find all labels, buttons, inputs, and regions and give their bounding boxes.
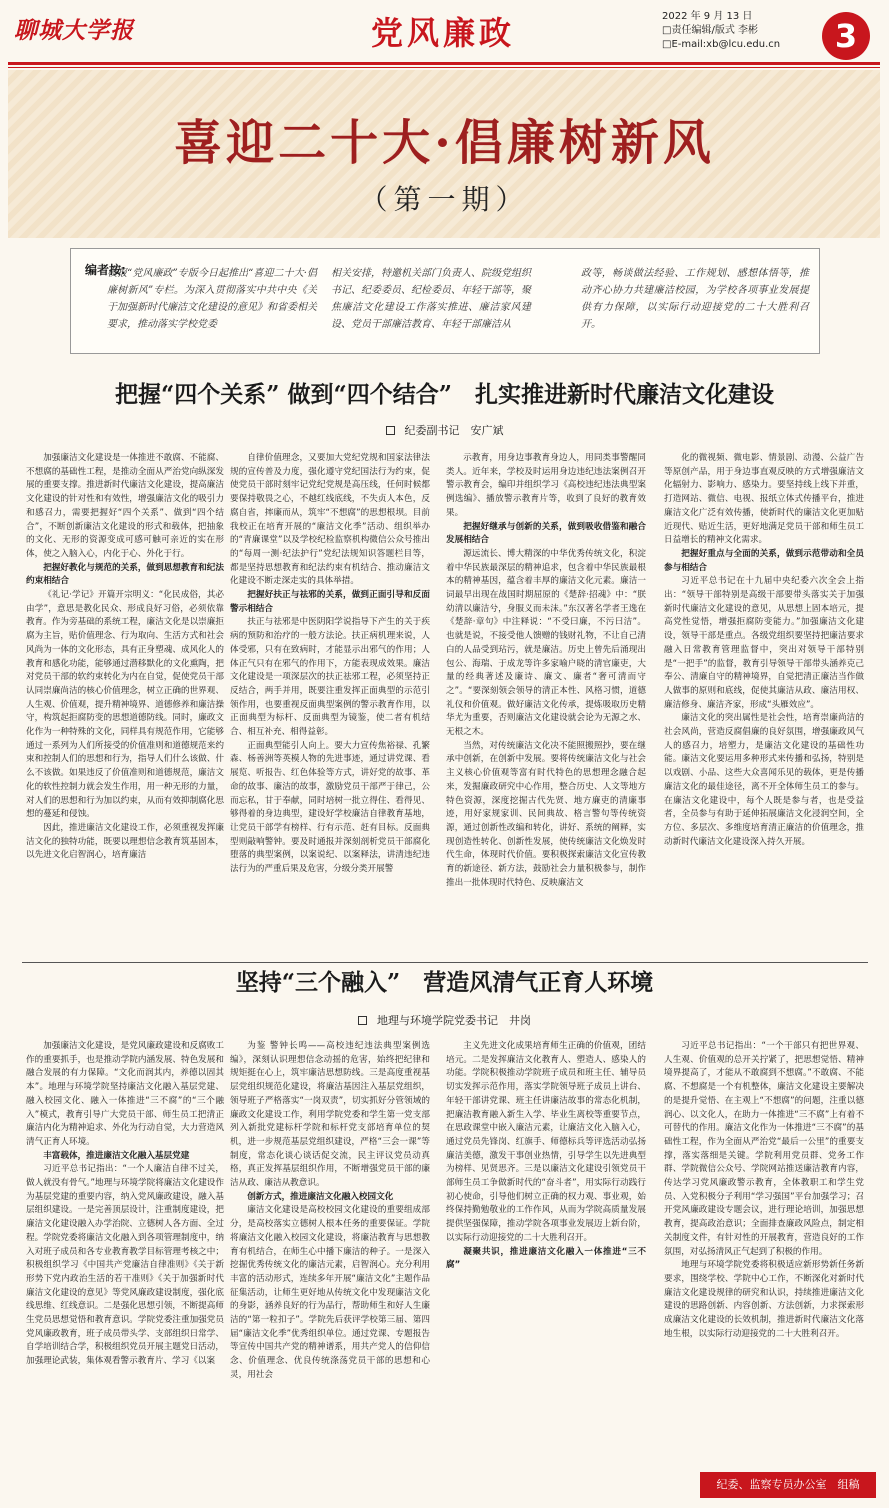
article1-col-1: 加强廉洁文化建设是一体推进不敢腐、不能腐、不想腐的基础性工程，是推动全面从严治党向纵深发展的重要支撑。推进新时代廉洁文化建设，提高廉洁文化建设的针对性和有效性，增强廉洁文化的吸引力和感召力，需要把握好“四个关系”、做到“四个结合”，不断创新廉洁文化建设的形式和载体，把抽象的文化、无形的资源变成可感可触可亲近的实在形体，使之入脑入心，内化于心、外化于行。 把握好教化与规范的关系，做到思想教育和纪法约束相结合 《礼记·学记》开篇开宗明义：“化民成俗，其必由学”，意思是教化民众、形成良好习俗，必须依靠教育。作为旁基础的系统工程，廉洁文化是以崇廉拒腐为主旨，贴价值理念、行为取向、生活方式和社会风尚为一体的文化形态，具有正身塑魂、成风化人的教育和感化功能，能够通过潜移默化的文化熏陶，把对党员干部的软约束转化为内在自觉，促使党员干部认同崇廉尚洁的核心价值理念，树立正确的世界观、人生观、价值观，提升精神境界、道德修养和廉洁操守，构筑起拒腐防变的思想道德防线。同时，廉政文化作为一种特殊的文化，同样具有规范作用，它能够通过一系列为人们所接受的价值准则和道德规范来约束和控制人们的思想和行为，指导人们什么该做、什么不该做。如果违反了价值准则和道德规范，廉洁文化的软性控制力就会发生作用，用一种无形的力量，对人们的思想和行为加以约束，从而有效抑制腐化思想的蔓延和侵蚀。 因此，推进廉洁文化建设工作，必须重视发挥廉洁文化的独特功能，既要以理想信念教育筑基固本，以先进文化启智润心，培育廉洁 bbox=[26, 453, 224, 861]
footer-credit: 纪委、监察专员办公室 组稿 bbox=[700, 1472, 876, 1498]
byline-square-icon bbox=[386, 426, 395, 435]
issue-date: 2022 年 9 月 13 日 bbox=[662, 11, 753, 22]
contact-email: □E-mail:xb@lcu.edu.cn bbox=[662, 39, 781, 50]
article2-col-1: 加强廉洁文化建设，是党风廉政建设和反腐败工作的重要抓手，也是推动学院内涵发展、特色发展和融合发展的有力保障。“文化而润其内，养德以固其本”。地理与环境学院坚持廉洁文化融入基层党建、融入校园文化、融入一体推进“三不腐”的“三个融入”模式，教育引导广大党员干部、师生员工把清正廉洁内化为精神追求、外化为行动自觉，大力营造风清气正育人环境。 丰富载体，推进廉洁文化融入基层党建 习近平总书记指出：“一个人廉洁自律不过关，做人就没有骨气。”地理与环境学院将廉洁文化建设作为基层党建的重要内容，纳入党风廉政建设，融入基层组织建设。一是完善顶层设计，注重制度建设，把廉洁文化建设融入办学治院、立德树人各方面、全过程。学院党委将廉洁文化融入到各项管理制度中，纳入对班子成员和各专业教育教学目标管理考核之中；积极组织学习《中国共产党廉洁自律准则》《关于新形势下党内政治生活的若干准则》《关于加强新时代廉洁文化建设的意见》等党风廉政建设制度，强化底线思维、红线意识。二是强化思想引领，不断提高师生党员思想觉悟和教育意识。学院党委注重加强党员党风廉政教育，班子成员带头学、支部组织日常学、自学培训结合学，积极组织党员开展主题党日活动，加强理论武装，集体观看警示教育片、学习《以案 bbox=[26, 1041, 224, 1367]
editor-note bbox=[70, 248, 820, 354]
article2-headline: 坚持“三个融入” 营造风清气正育人环境 bbox=[235, 969, 654, 996]
article-divider bbox=[22, 962, 868, 963]
article2-byline: 地理与环境学院党委书记 井岗 bbox=[0, 1012, 889, 1028]
editor-note-col-2: 相关安排，特邀机关部门负责人、院级党组织书记、纪委委员、纪检委员、年轻干部等，聚焦廉洁文化建设工作落实推进、廉洁家风建设、党员干部廉洁教育、年轻干部廉洁从 bbox=[331, 268, 531, 330]
editor-note-col-3: 政等，畅谈做法经验、工作规划、感想体悟等，推动齐心协力共建廉洁校园，为学校各项事业发展提供有力保障，以实际行动迎接党的二十大胜利召开。 bbox=[581, 268, 809, 330]
editor-note-label: 编者按: bbox=[85, 263, 126, 277]
editor-note-col-1: 校报“党风廉政”专版今日起推出“喜迎二十大·倡廉树新风”专栏。为深入贯彻落实中共中央《关于加强新时代廉洁文化建设的意见》和省委相关要求，推动落实学校党委 bbox=[107, 268, 317, 330]
article2-col-4: 习近平总书记指出：“一个干部只有把世界观、人生观、价值观的总开关拧紧了，把思想觉悟、精神境界提高了，才能从不敢腐到不想腐。”不敢腐、不能腐、不想腐是一个有机整体，廉洁文化建设主要解决的是提升觉悟、在主观上“不想腐”的问题，注重以德润心、以文化人，在助力一体推进“三不腐”上有着不可替代的作用。廉洁文化作为一体推进“三不腐”的基础性工程，作为全面从严治党“最后一公里”的重要支撑，落实落细是关键。学院利用党员群、党务工作群、学院微信公众号、学院网站推送廉洁教育内容，传达学习党风廉政警示教育，全体教职工和学生党员、入党积极分子利用“学习强国”平台加强学习；召开党风廉政建设专题会议，进行理论培训，加强思想教育，提高政治意识；全面排查廉政风险点，制定相关制度文件，有针对性的开展教育，营造良好的工作氛围，对弘扬清风正气起到了积极的作用。 地理与环境学院党委将积极适应新形势新任务新要求，围绕学校、学院中心工作，不断深化对新时代廉洁文化建设规律的研究和认识，持续推进廉洁文化建设的思路创新、内容创新、方法创新，力求探索形成廉洁文化建设的长效机制，推进新时代廉洁文化落地生根，以实际行动迎接党的二十大胜利召开。 bbox=[664, 1041, 864, 1339]
issue-meta bbox=[662, 10, 812, 52]
masthead-rule-thin bbox=[8, 67, 880, 68]
newspaper-logo: 聊城大学报 bbox=[14, 17, 134, 44]
section-title: 党风廉政 bbox=[370, 14, 515, 52]
article1-headline: 把握“四个关系” 做到“四个结合” 扎实推进新时代廉洁文化建设 bbox=[115, 381, 774, 408]
article1-col-3: 示教育，用身边事教育身边人，用同类事警醒同类人。近年来，学校及时运用身边违纪违法案例召开警示教育会，编印并组织学习《高校违纪违法典型案例选编》、播放警示教育片等，收到了良好的教育效果。 把握好继承与创新的关系，做到吸收借鉴和融合发展相结合 源远流长、博大精深的中华优秀传统文化，积淀着中华民族最深层的精神追求，包含着中华民族最根本的精神基因，蕴含着丰厚的廉洁文化元素。廉洁一词最早出现在战国时期屈原的《楚辞·招魂》中：“朕幼清以廉洁兮，身服义而未沬。”东汉著名学者王逸在《楚辞·章句》中注释说：“不受曰廉，不污曰洁”。也就是说，不接受他人馈赠的钱财礼物，不让自己清白的人品受到玷污，就是廉洁。历史上曾先后涌现出包公、海瑞、于成龙等许多家喻户晓的清官廉吏，大量的经典著述及廉诗、廉文、廉者“奢可清而守之”。“要深刻领会领导的清正本性、风格习惯，道德礼仪和价值观。做好廉洁文化传承，提炼吸取历史精华尤为重要，否则廉洁文化建设就会论为无源之水、无根之木。 当然，对传统廉洁文化决不能照搬照抄，要在继承中创新，在创新中发展。要将传统廉洁文化与社会主义核心价值观等富有时代特色的思想理念融合起来，发掘廉政研究中心作用，整合历史、人文等地方特色资源，深度挖掘古代先贤、地方廉吏的清廉事迹，用好家规家训、民间典故、格言警句等传统资源，通过创新性改编和转化，讲好、系统的阐释，实现创造性转化、创新性发展，使传统廉洁文化焕发时代生命，体现时代价值。要积极探索廉洁文化宣传教育的新途径、新方法，鼓励社会力量积极参与，制作推出一批体现时代特色、反映廉洁文 bbox=[446, 453, 646, 888]
editor-credit: □责任编辑/版式 李彬 bbox=[662, 25, 759, 36]
banner-issue: （第一期） bbox=[359, 183, 530, 216]
article1-col-4: 化的微视频、微电影、情景剧、动漫、公益广告等原创产品，用于身边事直观反映的方式增强廉洁文化辐射力、影响力、感染力。要坚持线上线下并重，打造网站、微信、电视、报纸立体式传播平台，推进廉洁文化广泛有效传播，使新时代的廉洁文化更加贴近现代、贴近生活，更好地满足党员干部和师生员工日益增长的精神文化需求。 把握好重点与全面的关系，做到示范带动和全员参与相结合 习近平总书记在十九届中央纪委六次全会上指出：“领导干部特别是高级干部要带头落实关于加强新时代廉洁文化建设的意见，从思想上固本培元，提高党性觉悟，增强拒腐防变能力。”加强廉洁文化建设，领导干部是重点。各级党组织要坚持把廉洁要求融入日常教育管理监督中，突出对领导干部特别是“一把手”的监督，教育引导领导干部带头涵养克己奉公、清廉自守的精神境界，自觉把清正廉洁当作做人做事的原则和底线，促使其廉洁从政、廉洁用权、廉洁修身、廉洁齐家，形成“头雁效应”。 廉洁文化的突出属性是社会性，培育崇廉尚洁的社会风尚，营造反腐倡廉的良好氛围，增强廉政风气人的感召力，培塑力，是廉洁文化建设的基础性功能。廉洁文化要运用多种形式来传播和弘扬，特别是以戏剧、小品、这些大众喜闻乐见的载体，更是传播廉洁文化的最佳途径，离不开全体师生员工的参与。在廉洁文化建设中，每个人既是参与者，也是受益者，全员参与有助于延伸拓展廉洁文化浸润空间，全方位、多层次、多维度培育清正廉洁的价值理念，推动新时代廉洁文化建设深入持久开展。 bbox=[664, 453, 864, 847]
byline-square-icon bbox=[358, 1016, 367, 1025]
article2-col-2: 为鉴 警钟长鸣——高校违纪违法典型案例选编》，深刻认识理想信念动摇的危害，始终把纪律和规矩挺在心上，筑牢廉洁思想防线。三是高度重视基层党组织规范化建设，将廉洁基因注入基层党组织，领导班子严格落实“一岗双责”，切实抓好分管领域的廉政文化建设工作，利用学院党委和学生第一党支部列入新批党建标杆学院和标杆党支部培育单位的契机，进一步规范基层党组织建设，严格“三会一课”等制度，常态化谈心谈话促交流，民主评议党员动真格，真正发挥基层组织作用，不断增强党员干部的廉洁从政、廉洁从教意识。 创新方式，推进廉洁文化融入校园文化 廉洁文化建设是高校校园文化建设的重要组成部分，是高校落实立德树人根本任务的重要保证。学院将廉洁文化融入校园文化建设，将廉洁教育与思想教育有机结合，在师生心中播下廉洁的种子。一是深入挖掘优秀传统文化的廉洁元素，启智润心。充分利用丰富的活动形式，连续多年开展“廉洁文化”主题作品征集活动，让师生更好地从传统文化中发现廉洁文化的身影，涵养良好的行为品行，帮助师生和好人生廉洁的“第一粒扣子”。学院先后获评学校第三届、第四届“廉洁文化季”优秀组织单位。通过党课、专题报告等宣传中国共产党的精神谱系，用共产党人的信仰信念、价值理念、优良传统涤荡党员干部的思想和心灵，用社会 bbox=[230, 1041, 430, 1380]
article2-col-3: 主义先进文化成果培育师生正确的价值观，团结培元。二是发挥廉洁文化教育人、塑造人、感染人的功能。学院积极推动学院班子成员和班主任、辅导员切实发挥示范作用，落实学院领导班子成员上讲台、年轻干部讲党课、班主任讲廉洁故事的常态化机制，把廉洁教育融入新生入学、毕业生离校等重要节点，在思政课堂中嵌入廉洁元素，让廉洁文化入脑入心，通过党员先锋岗、红旗手、师德标兵等评选活动弘扬廉洁美德，激发干事创业热情，引导学生以先进典型为榜样、见贤思齐。三是以廉洁文化建设引领党员干部师生员工争做新时代的“奋斗者”，用实际行动践行初心使命，引导他们树立正确的权力观、事业观，始终保持勤勉敬业的工作作风，从而为学院高质量发展提供坚强保障，推动学院各项事业发展迈上新台阶，以实际行动迎接党的二十大胜利召开。 凝聚共识，推进廉洁文化融入一体推进“三不腐” bbox=[446, 1041, 646, 1271]
masthead bbox=[0, 0, 889, 56]
masthead-rule bbox=[8, 62, 880, 65]
banner-title: 喜迎二十大·倡廉树新风 bbox=[174, 115, 715, 171]
article1-byline: 纪委副书记 安广斌 bbox=[0, 422, 889, 438]
page-number-badge: 3 bbox=[822, 12, 870, 60]
article1-col-2: 自律价值理念，又要加大党纪党规和国家法律法规的宣传普及力度，强化遵守党纪国法行为约束，促使党员干部时刻牢记党纪党规是高压线，任何时候都要保持敬畏之心，不越红线底线，不失贞人本色，反腐自省，摔廉而从，筑牢“不想腐”的思想根坝。目前我校正在培育开展的“廉洁文化季”活动、组织举办的“青廉课堂”以及学校纪检监察机构微信公众号推出的“每周一测·纪法护行”党纪法规知识答题栏目等，都是坚持思想教育和纪法约束有机结合、推动廉洁文化建设不断走深走实的具体举措。 把握好扶正与祛邪的关系，做到正面引导和反面警示相结合 扶正与祛邪是中医阴阳学说指导下产生的关于疾病的预防和治疗的一般方法论。扶正病机理来说，人体受邪，只有在致病时，才能显示出邪气的作用；人体正气只有在邪气的作用下，方能表现成效果。廉洁文化建设是一项深层次的扶正祛邪工程，必须坚持正反结合，两手并用，既要注重发挥正面典型的示范引领作用，也要重视反面典型案例的警示教育作用，以正面典型为标杆、反面典型为镜鉴，使二者有机结合、相互补充、相得益彰。 正面典型能引人向上。要大力宣传焦裕禄、孔繁森、杨善洲等英模人物的先进事迹，通过讲党课、看展览、听报告、红色体验等方式，讲好党的故事、革命的故事、廉洁的故事，激励党员干部严于律己，公而忘私，甘于奉献，同时培树一批立得住、看得见、够得着的身边典型，建设好学校廉洁自律教育基地，让党员干部学有榜样、行有示范、赶有目标。反面典型则敲响警钟。要及时通报并深刻剖析党员干部腐化堕落的典型案例，以案说纪、以案释法，讲清违纪违法行为的严重后果及危害，分级分类开展警 bbox=[230, 453, 430, 875]
